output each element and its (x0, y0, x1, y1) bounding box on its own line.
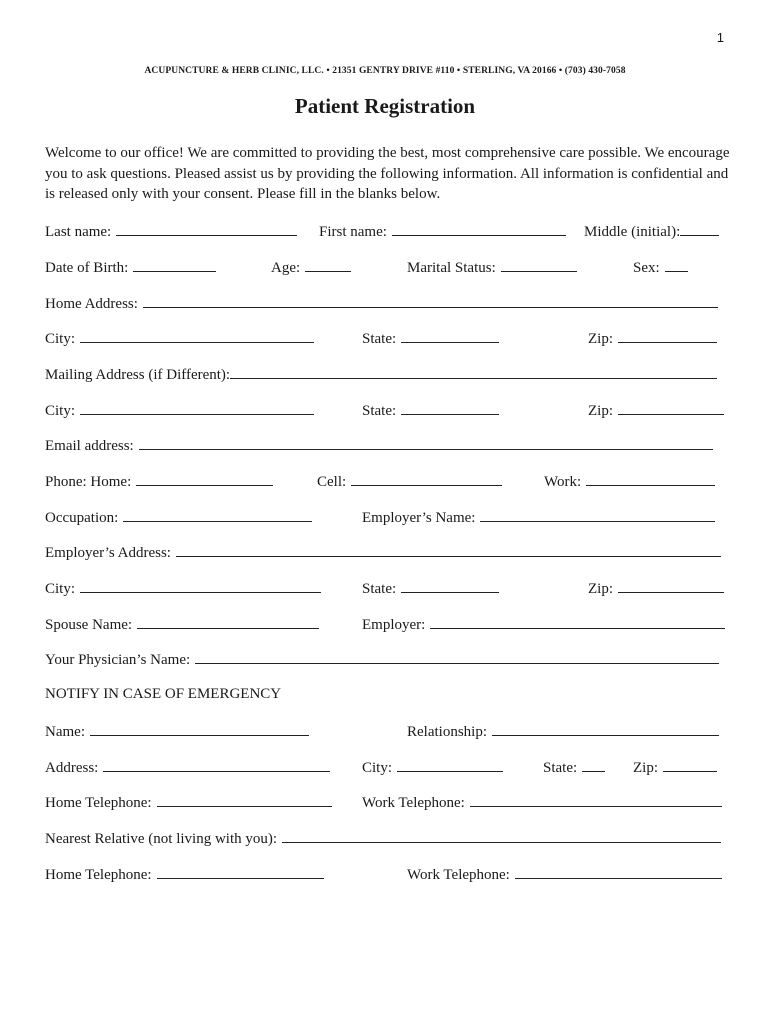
employer-city-field (45, 579, 321, 599)
phone-home-label: Phone: Home: (45, 474, 132, 490)
employer-address-input[interactable] (176, 543, 721, 557)
mailing-address-label: Mailing Address (if Different): (45, 367, 231, 383)
relationship-field (407, 722, 719, 742)
spouse-employer-field (362, 615, 725, 635)
phone-home-input[interactable] (136, 472, 273, 486)
zip-field (588, 329, 717, 349)
employer-zip-input[interactable] (618, 579, 724, 593)
mailing-zip-label: Zip: (588, 403, 613, 419)
spouse-employer-input[interactable] (430, 615, 725, 629)
mailing-state-label: State: (362, 403, 397, 419)
dob-input[interactable] (133, 258, 216, 272)
emergency-home-telephone-label: Home Telephone: (45, 795, 152, 811)
work-phone-field (544, 472, 715, 492)
emergency-work-telephone-field (362, 793, 722, 813)
spouse-name-field (45, 615, 319, 635)
mailing-state-field (362, 401, 499, 421)
dob-field (45, 258, 216, 278)
relationship-input[interactable] (492, 722, 719, 736)
relative-work-telephone-label: Work Telephone: (407, 867, 510, 883)
employer-zip-label: Zip: (588, 581, 613, 597)
spouse-employer-label: Employer: (362, 617, 426, 633)
work-phone-input[interactable] (586, 472, 715, 486)
employer-address-label: Employer’s Address: (45, 545, 171, 561)
email-field (45, 436, 713, 456)
emergency-name-input[interactable] (90, 722, 309, 736)
clinic-header: ACUPUNCTURE & HERB CLINIC, LLC. • 21351 GENTRY DRIVE #110 • STERLING, VA 20166 • (703) 430-7058 (144, 66, 626, 76)
emergency-zip-field (633, 758, 717, 778)
nearest-relative-field (45, 829, 721, 849)
employer-state-label: State: (362, 581, 397, 597)
mailing-city-field (45, 401, 314, 421)
relative-home-telephone-input[interactable] (157, 865, 324, 879)
page-number: 1 (716, 30, 724, 45)
middle-initial-field (584, 222, 719, 242)
relationship-label: Relationship: (407, 724, 487, 740)
mailing-address-input[interactable] (230, 365, 717, 379)
relative-home-telephone-label: Home Telephone: (45, 867, 152, 883)
first-name-field (319, 222, 566, 242)
first-name-input[interactable] (392, 222, 566, 236)
mailing-zip-input[interactable] (618, 401, 724, 415)
relative-home-telephone-field (45, 865, 324, 885)
state-label: State: (362, 331, 397, 347)
age-input[interactable] (305, 258, 351, 272)
employer-name-label: Employer’s Name: (362, 510, 476, 526)
physician-input[interactable] (195, 650, 719, 664)
cell-field (317, 472, 502, 492)
email-input[interactable] (139, 436, 713, 450)
intro-paragraph: Welcome to our office! We are committed to providing the best, most comprehensive care possible. We encourage you to ask questions. Pleased assist us by providing the following information. All information is confidential and is released only with your consent. Please fill in the blanks below. (45, 145, 730, 202)
occupation-label: Occupation: (45, 510, 119, 526)
employer-zip-field (588, 579, 724, 599)
first-name-label: First name: (319, 224, 387, 240)
emergency-home-telephone-input[interactable] (157, 793, 332, 807)
nearest-relative-label: Nearest Relative (not living with you): (45, 831, 278, 847)
relative-work-telephone-input[interactable] (515, 865, 722, 879)
state-field (362, 329, 499, 349)
state-input[interactable] (401, 329, 499, 343)
emergency-state-label: State: (543, 760, 578, 776)
work-phone-label: Work: (544, 474, 582, 490)
city-input[interactable] (80, 329, 314, 343)
last-name-label: Last name: (45, 224, 112, 240)
emergency-state-input[interactable] (582, 758, 605, 772)
emergency-heading: NOTIFY IN CASE OF EMERGENCY (45, 686, 282, 702)
emergency-name-label: Name: (45, 724, 85, 740)
cell-label: Cell: (317, 474, 347, 490)
occupation-field (45, 508, 312, 528)
employer-city-label: City: (45, 581, 76, 597)
emergency-state-field (543, 758, 605, 778)
physician-label: Your Physician’s Name: (45, 652, 191, 668)
sex-field (633, 258, 688, 278)
age-label: Age: (271, 260, 301, 276)
emergency-name-field (45, 722, 309, 742)
marital-status-label: Marital Status: (407, 260, 496, 276)
emergency-work-telephone-label: Work Telephone: (362, 795, 465, 811)
middle-initial-label: Middle (initial): (584, 224, 681, 240)
emergency-address-field (45, 758, 330, 778)
cell-input[interactable] (351, 472, 502, 486)
emergency-home-telephone-field (45, 793, 332, 813)
city-label: City: (45, 331, 76, 347)
employer-city-input[interactable] (80, 579, 321, 593)
last-name-input[interactable] (116, 222, 297, 236)
last-name-field (45, 222, 297, 242)
employer-state-input[interactable] (401, 579, 499, 593)
spouse-name-input[interactable] (137, 615, 319, 629)
home-address-label: Home Address: (45, 296, 138, 312)
dob-label: Date of Birth: (45, 260, 129, 276)
emergency-work-telephone-input[interactable] (470, 793, 722, 807)
phone-home-field (45, 472, 273, 492)
city-field (45, 329, 314, 349)
middle-initial-input[interactable] (680, 222, 719, 236)
age-field (271, 258, 351, 278)
spouse-name-label: Spouse Name: (45, 617, 133, 633)
sex-input[interactable] (665, 258, 688, 272)
marital-status-input[interactable] (501, 258, 577, 272)
marital-status-field (407, 258, 577, 278)
emergency-city-field (362, 758, 503, 778)
emergency-city-input[interactable] (397, 758, 503, 772)
zip-input[interactable] (618, 329, 717, 343)
sex-label: Sex: (633, 260, 660, 276)
physician-field (45, 650, 719, 670)
employer-state-field (362, 579, 499, 599)
home-address-field (45, 294, 718, 314)
email-label: Email address: (45, 438, 134, 454)
home-address-input[interactable] (143, 294, 718, 308)
mailing-state-input[interactable] (401, 401, 499, 415)
emergency-city-label: City: (362, 760, 393, 776)
employer-address-field (45, 543, 721, 563)
mailing-city-input[interactable] (80, 401, 314, 415)
occupation-input[interactable] (123, 508, 312, 522)
mailing-address-field (45, 365, 717, 385)
zip-label: Zip: (588, 331, 613, 347)
emergency-address-input[interactable] (103, 758, 330, 772)
emergency-zip-input[interactable] (663, 758, 717, 772)
emergency-zip-label: Zip: (633, 760, 658, 776)
emergency-address-label: Address: (45, 760, 99, 776)
relative-work-telephone-field (407, 865, 722, 885)
employer-name-field (362, 508, 715, 528)
mailing-city-label: City: (45, 403, 76, 419)
employer-name-input[interactable] (480, 508, 715, 522)
page-title: Patient Registration (294, 94, 476, 118)
nearest-relative-input[interactable] (282, 829, 721, 843)
mailing-zip-field (588, 401, 724, 421)
